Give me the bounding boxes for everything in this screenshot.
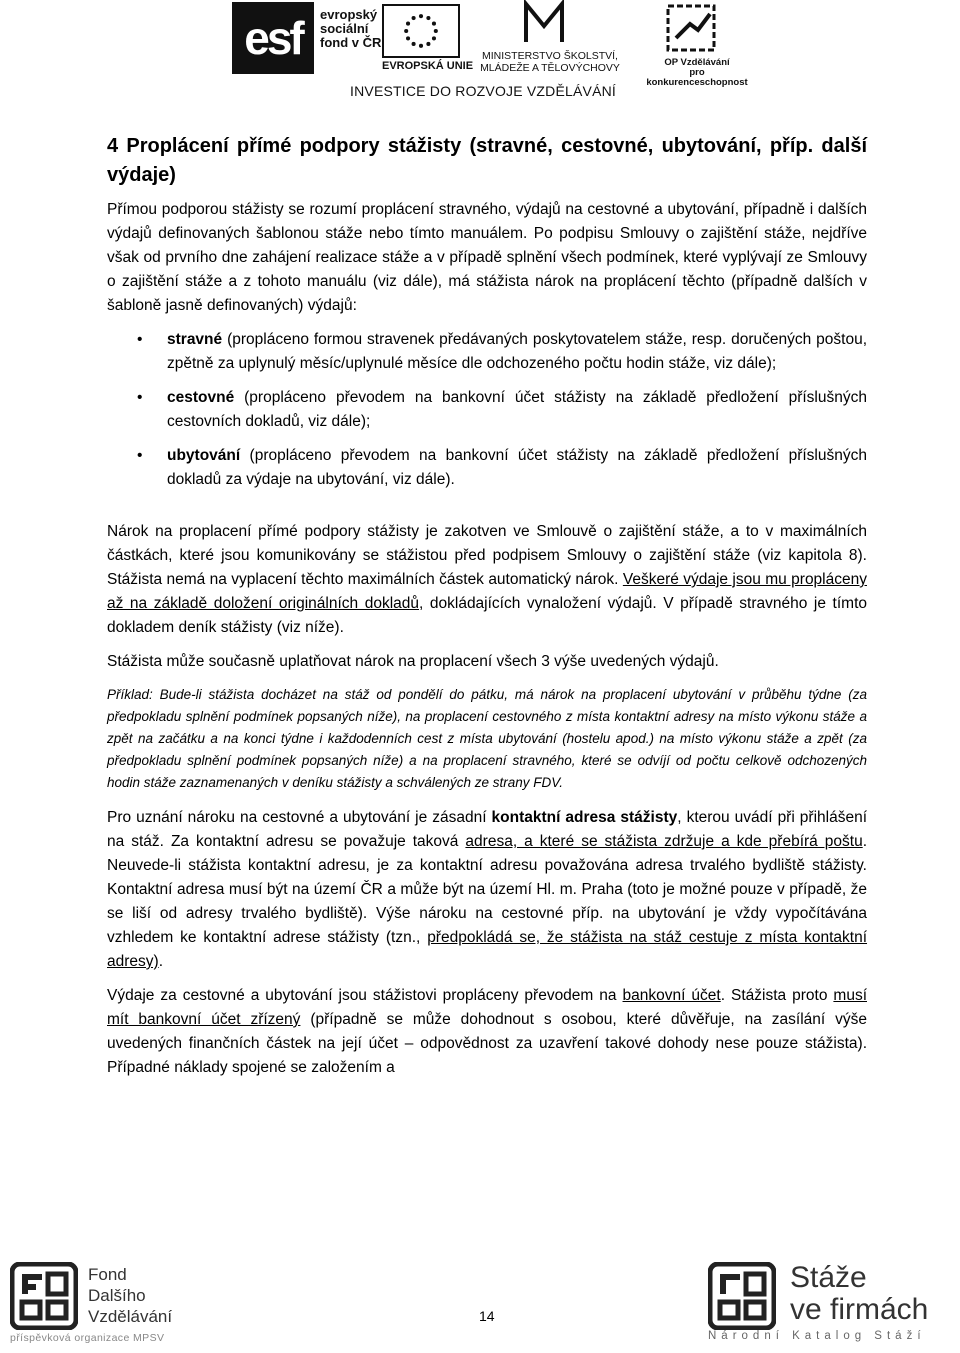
document-body — [107, 132, 867, 1090]
underlined-text: musí mít bankovní účet zřízený — [107, 987, 867, 1028]
staze-logo-icon — [708, 1262, 776, 1330]
staze-subtitle: Národní Katalog Stáží — [708, 1330, 926, 1342]
list-item — [167, 444, 867, 492]
list-item-text: (propláceno převodem na bankovní účet stážisty na základě předložení příslušných dokladů za výdaje na ubytování, viz dále). — [167, 447, 867, 488]
text-run: , dokládajících vynaložení výdajů. V případě stravného je tímto dokladem deník stážisty (viz níže). — [107, 595, 867, 636]
paragraph-bank-account — [107, 984, 867, 1080]
msmt-line: MLÁDEŽE A TĚLOVÝCHOVY — [480, 62, 620, 74]
header-tagline: INVESTICE DO ROZVOJE VZDĚLÁVÁNÍ — [350, 83, 617, 99]
text-run: Výdaje za cestovné a ubytování jsou stážistovi propláceny převodem na — [107, 987, 623, 1004]
msmt-logo-icon — [524, 0, 564, 44]
fdv-subtitle: příspěvková organizace MPSV — [10, 1332, 165, 1344]
text-run: . Stážista proto — [720, 987, 834, 1004]
staze-line: ve firmách — [790, 1293, 929, 1326]
op-line: OP Vzdělávání — [664, 57, 730, 68]
text-run: , kterou uvádí při přihlášení na stáž. Za kontaktní adresu se považuje taková — [107, 809, 867, 850]
text-run: (případně se může dohodnout s osobou, které důvěřuje, na zasílání výše uvedených finančních částek na její účet – odpovědnost za uzavření takové dohody nese pouze stážista). Případné náklady spojené se založením a — [107, 1011, 867, 1076]
esf-line: fond v ČR — [320, 35, 382, 50]
underlined-text: Veškeré výdaje jsou mu propláceny až na základě doložení originálních dokladů — [107, 571, 867, 612]
example-paragraph: Příklad: Bude-li stážista docházet na stáž od pondělí do pátku, má nárok na proplacení ubytování v průběhu týdne (za předpokladu splnění podmínek popsaných níže), na proplacení cestovného z místa kontaktní adresy na místo výkonu stáže a zpět na začátku a na konci týdne i každodenních cest z místa ubytování (hostelu apod.) na místo výkonu stáže a zpět (za předpokladu splnění podmínek popsaných níže) a na proplacení stravného, které se odvíjí od počtu celkově odchozených hodin stáže zaznamenaných v deníku stážisty a schválených ze strany FDV. — [107, 687, 867, 790]
text-run: . — [158, 953, 163, 970]
list-item — [167, 328, 867, 376]
esf-line: evropský — [320, 7, 378, 22]
paragraph-intro: Přímou podporou stážisty se rozumí proplácení stravného, výdajů na cestovné a ubytování, případně i dalších výdajů definovaných šablonou stáže nebo tímto manuálem. Po podpisu Smlouvy o zajištění stáže, nejdříve však od prvního dne zahájení realizace stáže a v případě splnění všech podmínek, které vyplývají ze Smlouvy o zajištění stáže a z tohoto manuálu (viz dále), má stážista nárok na proplácení těchto (případně dalších v šabloně jasně definovaných) výdajů: — [107, 201, 867, 314]
list-item — [167, 386, 867, 434]
bold-text: kontaktní adresa stážisty — [491, 809, 678, 826]
eu-caption: EVROPSKÁ UNIE — [382, 60, 474, 72]
fdv-line: Dalšího — [88, 1286, 146, 1305]
list-item-term: cestovné — [167, 389, 235, 406]
expense-list — [107, 328, 867, 492]
msmt-logo-text — [480, 50, 620, 74]
fdv-logo-icon — [10, 1262, 78, 1330]
fdv-line: Fond — [88, 1265, 127, 1284]
list-item-text: (propláceno převodem na bankovní účet stážisty na základě předložení příslušných cestovních dokladů, viz dále); — [167, 389, 867, 430]
paragraph-combined: Stážista může současně uplatňovat nárok na proplacení všech 3 výše uvedených výdajů. — [107, 653, 719, 670]
paragraph-contact-address — [107, 806, 867, 974]
underlined-text: bankovní účet — [622, 987, 721, 1004]
list-item-text: (propláceno formou stravenek předávaných poskytovatelem stáže, resp. doručených poštou, zpětně za uplynulý měsíc/uplynulé měsíce dle odchozeného počtu hodin stáže, viz dále); — [167, 331, 867, 372]
text-run: Pro uznání nároku na cestovné a ubytování je zásadní — [107, 809, 492, 826]
underlined-text: předpokládá se, že stážista na stáž cestuje z místa kontaktní adresy) — [107, 929, 868, 970]
eu-flag-icon — [382, 4, 460, 58]
staze-line: Stáže — [790, 1261, 867, 1294]
fdv-logo-text — [88, 1264, 258, 1327]
list-item-term: ubytování — [167, 447, 241, 464]
section-title: 4 Proplácení přímé podpory stážisty (stravné, cestovné, ubytování, příp. další výdaje) — [107, 135, 867, 186]
page-number: 14 — [479, 1308, 495, 1324]
staze-logo-text — [790, 1262, 960, 1326]
text-run: Nárok na proplacení přímé podpory stážisty je zakotven ve Smlouvě o zajištění stáže, a to v maximálních částkách, které jsou komunikovány se stážistou před podpisem Smlouvy o zajištění stáže (viz kapitola 8). Stážista nemá na vyplacení těchto maximálních částek automatický nárok. — [107, 523, 867, 588]
op-logo-text — [642, 58, 752, 88]
list-item-term: stravné — [167, 331, 223, 348]
op-logo-icon — [662, 2, 722, 54]
esf-line: sociální — [320, 21, 369, 36]
esf-logo-text — [320, 8, 381, 50]
msmt-line: MINISTERSTVO ŠKOLSTVÍ, — [482, 50, 618, 62]
text-run: . Neuvede-li stážista kontaktní adresu, je za kontaktní adresu považována adresa trvalého bydliště stážisty. Kontaktní adresa musí být na území ČR a může být na území Hl. m. Praha (toto je možné pouze v případě, že se liší od adresy trvalého bydliště). Výše nároku na cestovné příp. na ubytování je vždy vypočítávána vzhledem ke kontaktní adrese stážisty (tzn., — [107, 833, 868, 946]
fdv-line: Vzdělávání — [88, 1307, 173, 1326]
esf-logo-mark: esf — [232, 2, 314, 74]
op-line: pro konkurenceschopnost — [646, 67, 748, 88]
paragraph-entitlement — [107, 520, 867, 640]
underlined-text: adresa, a které se stážista zdržuje a kde přebírá poštu — [465, 833, 863, 850]
